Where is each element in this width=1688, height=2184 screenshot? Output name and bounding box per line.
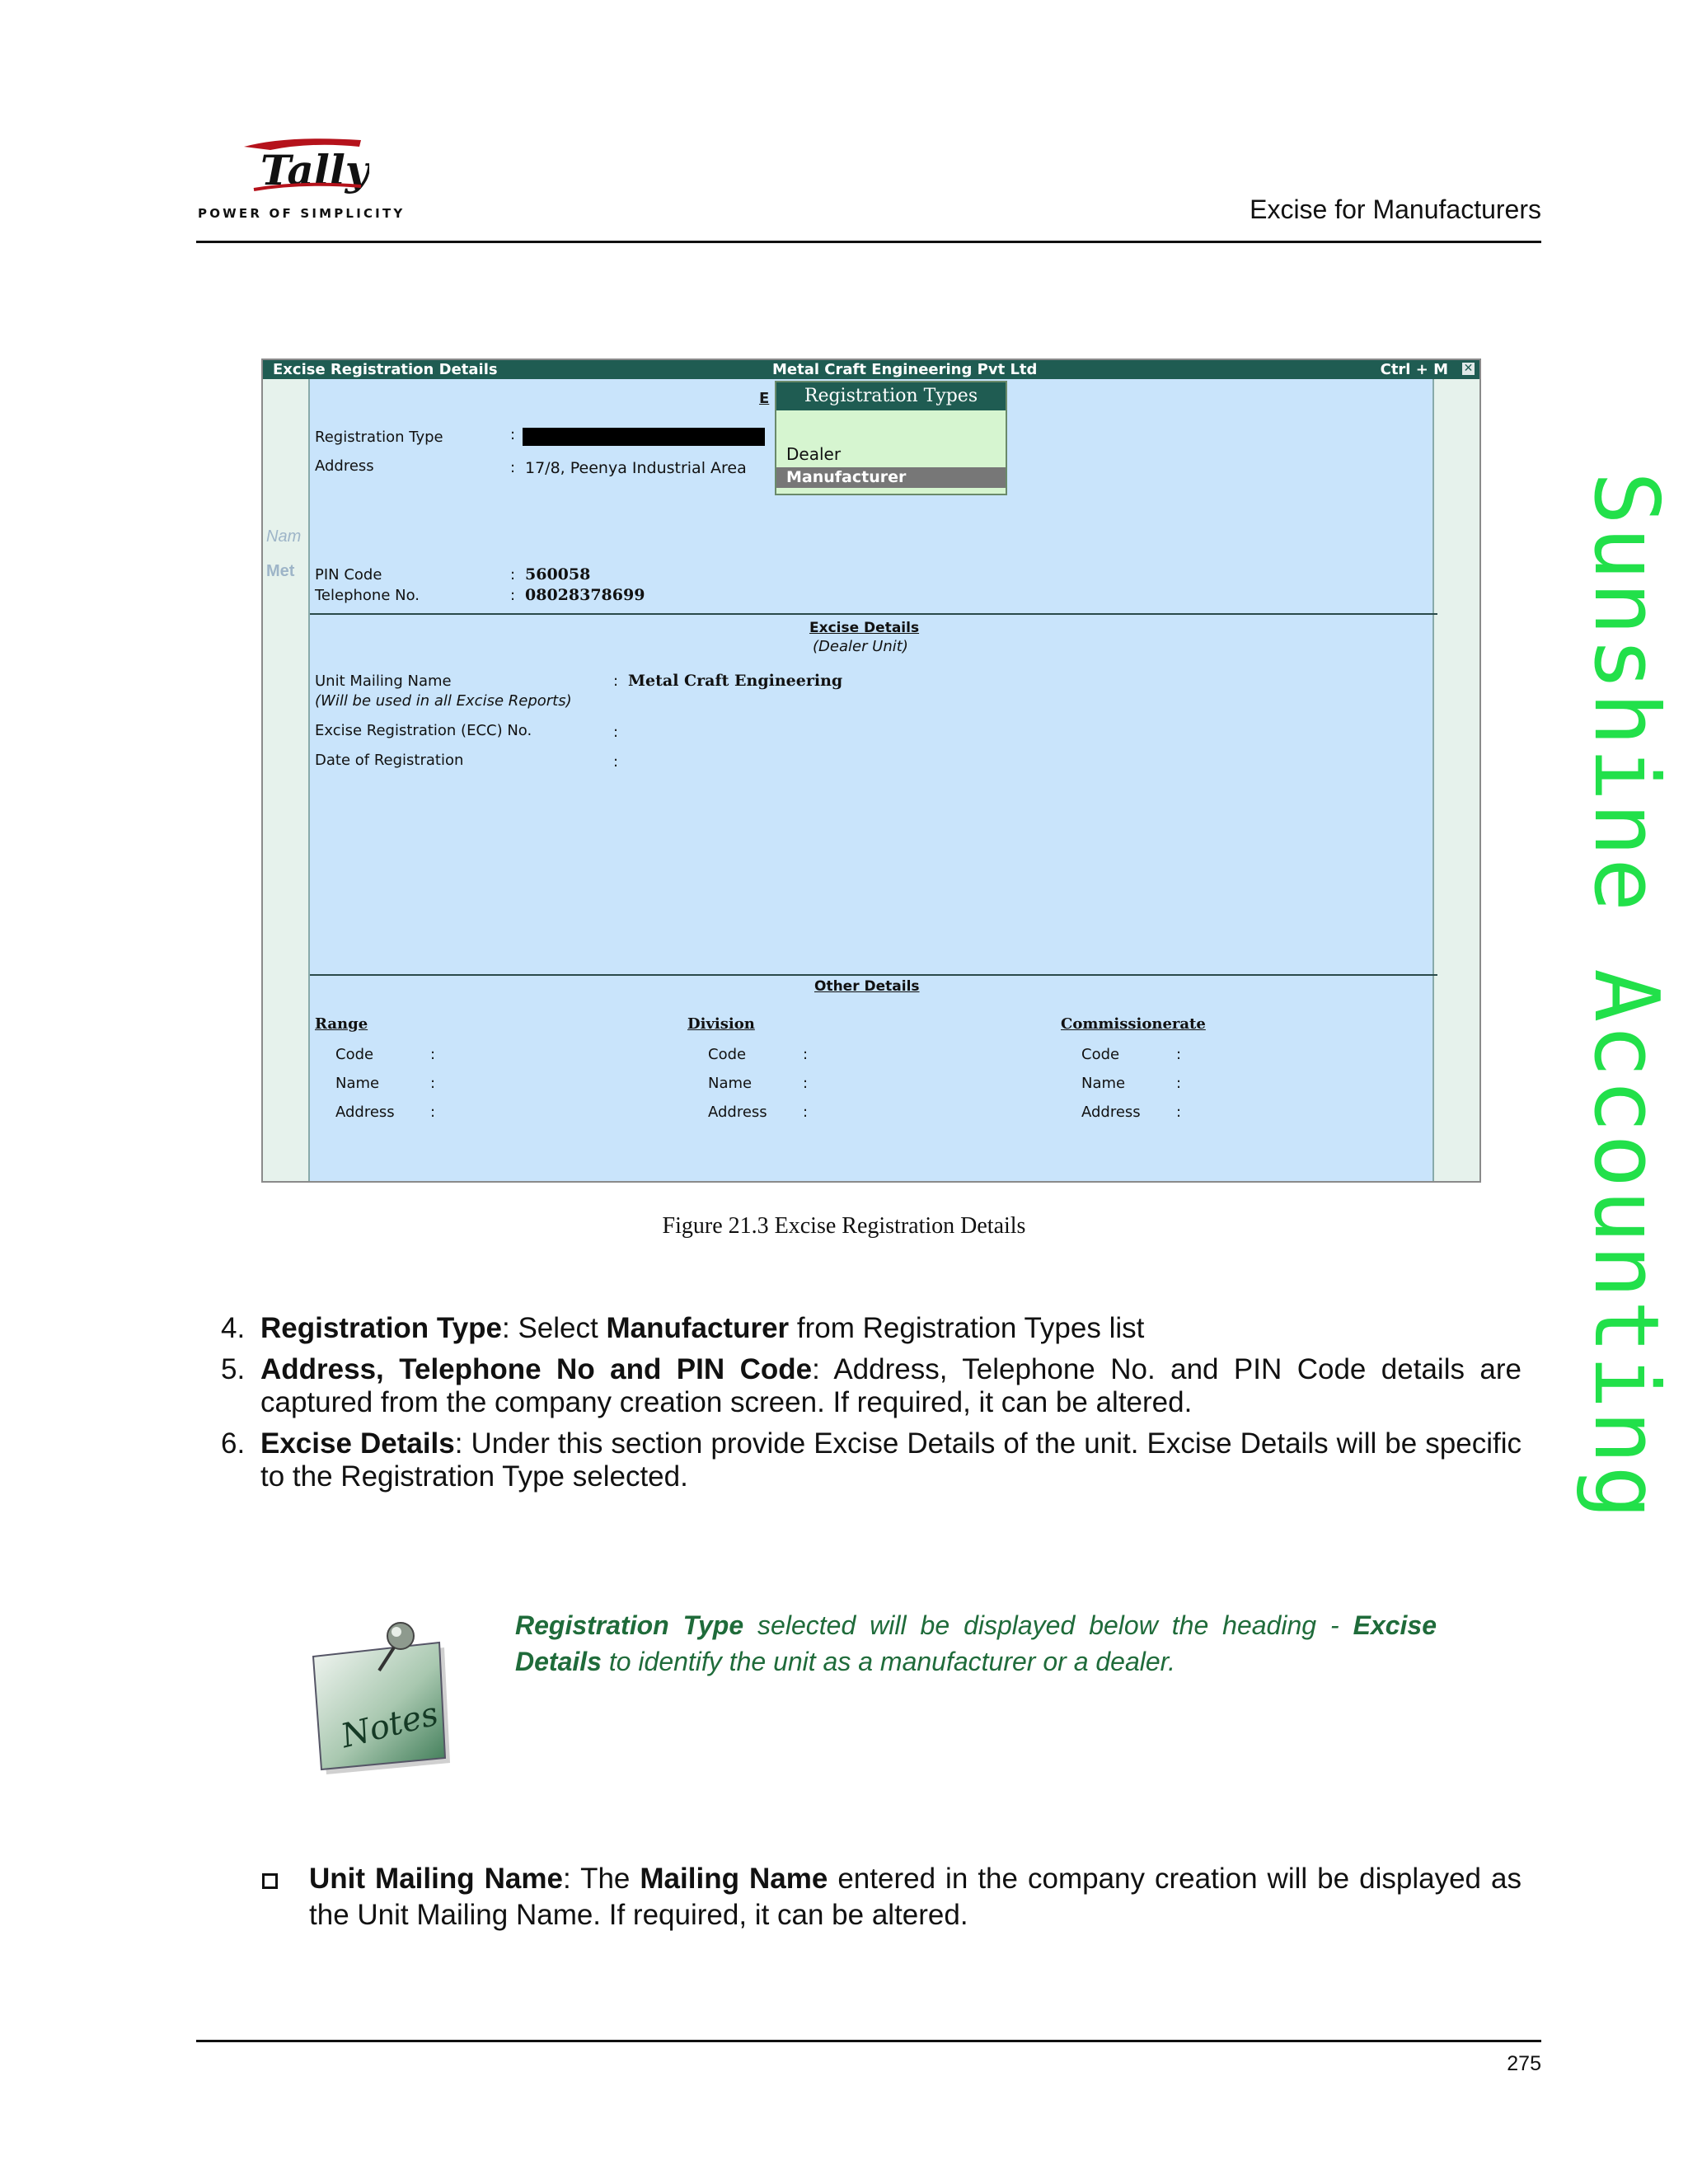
step-term: Manufacturer (606, 1312, 790, 1344)
registration-type-label: Registration Type (315, 429, 443, 446)
list-number: 4. (221, 1312, 246, 1344)
excise-details-subheading: (Dealer Unit) (813, 638, 908, 655)
bullet-span: : The (562, 1863, 640, 1895)
division-address-label: Address (708, 1104, 767, 1121)
note-span: selected will be displayed below the heading - (743, 1610, 1353, 1640)
list-number: 6. (221, 1427, 246, 1460)
tally-logo (196, 132, 406, 224)
excise-registration-screen (261, 359, 1481, 1183)
commissionerate-heading: Commissionerate (1061, 1015, 1206, 1033)
right-side-panel (1432, 379, 1479, 1181)
list-item (221, 1353, 1522, 1419)
note-text (515, 1607, 1437, 1680)
registration-types-popup (775, 381, 1007, 495)
step-text: : Under this section provide Excise Details of the unit. Excise Details will be specific to the Registration Type selected. (260, 1427, 1522, 1493)
step-text: : Select (502, 1312, 607, 1344)
divider (310, 613, 1437, 615)
figure-caption: Figure 21.3 Excise Registration Details (662, 1213, 1026, 1239)
popup-item-manufacturer[interactable]: Manufacturer (776, 467, 1006, 488)
ecc-number-label: Excise Registration (ECC) No. (315, 722, 532, 739)
watermark-text: Sunshine Accounting (1574, 471, 1677, 1521)
step-text: from Registration Types list (789, 1312, 1145, 1344)
pin-code-field[interactable]: 560058 (525, 565, 591, 583)
excise-details-heading: Excise Details (809, 620, 920, 636)
registration-type-field[interactable] (523, 428, 765, 446)
bullet-term: Unit Mailing Name (309, 1863, 563, 1895)
unit-mailing-name-field[interactable]: Metal Craft Engineering (628, 672, 843, 690)
commissionerate-code-field[interactable]: : (1176, 1046, 1182, 1063)
unit-mailing-name-label: Unit Mailing Name (315, 673, 452, 690)
other-details-heading: Other Details (814, 978, 920, 995)
step-term: Registration Type (260, 1312, 503, 1344)
note-span: to identify the unit as a manufacturer or a dealer. (601, 1647, 1176, 1676)
division-name-field[interactable]: : (803, 1075, 809, 1092)
svg-text:Notes: Notes (337, 1694, 443, 1756)
note-term: Registration Type (515, 1610, 744, 1640)
step-term: Excise Details (260, 1427, 455, 1460)
list-item (221, 1312, 1522, 1345)
pin-code-label: PIN Code (315, 566, 382, 583)
popup-item-dealer[interactable]: Dealer (786, 444, 842, 464)
division-name-label: Name (708, 1075, 753, 1092)
colon: : (510, 459, 516, 476)
popup-title: Registration Types (776, 382, 1006, 410)
colon: : (510, 587, 516, 604)
company-name: Metal Craft Engineering Pvt Ltd (772, 361, 1038, 378)
commissionerate-name-field[interactable]: : (1176, 1075, 1182, 1092)
range-heading: Range (315, 1015, 368, 1033)
commissionerate-address-label: Address (1081, 1104, 1141, 1121)
colon: : (613, 673, 619, 690)
watermark (1574, 471, 1677, 1724)
steps-list (221, 1312, 1522, 1502)
list-item (221, 1427, 1522, 1493)
ghost-label-2: Met (266, 562, 295, 580)
screen-heading-fragment: E (759, 390, 770, 407)
notes-icon (303, 1611, 476, 1780)
range-address-field[interactable]: : (430, 1104, 436, 1121)
screen-title: Excise Registration Details (273, 361, 498, 378)
commissionerate-code-label: Code (1081, 1046, 1120, 1063)
list-number: 5. (221, 1353, 246, 1385)
footer-rule (196, 2040, 1541, 2042)
date-of-registration-field[interactable]: : (613, 753, 619, 771)
range-code-label: Code (335, 1046, 374, 1063)
screen-title-bar (263, 360, 1479, 379)
page-number: 275 (1507, 2052, 1541, 2075)
division-code-field[interactable]: : (803, 1046, 809, 1063)
bullet-square-icon (262, 1873, 278, 1889)
range-name-label: Name (335, 1075, 380, 1092)
commissionerate-address-field[interactable]: : (1176, 1104, 1182, 1121)
range-address-label: Address (335, 1104, 395, 1121)
division-heading: Division (687, 1015, 755, 1033)
colon: : (510, 426, 516, 443)
tally-logo-mark (237, 132, 369, 198)
telephone-label: Telephone No. (315, 587, 420, 604)
bullet-text (309, 1861, 1522, 1933)
address-label: Address (315, 457, 374, 475)
division-address-field[interactable]: : (803, 1104, 809, 1121)
ecc-number-field[interactable]: : (613, 724, 619, 741)
telephone-field[interactable]: 08028378699 (525, 586, 645, 604)
header-rule (196, 241, 1541, 243)
ghost-label: Nam (266, 527, 302, 546)
bullet-item (262, 1861, 1522, 1933)
bullet-term: Mailing Name (640, 1863, 828, 1895)
logo-tagline: POWER OF SIMPLICITY (198, 206, 406, 221)
svg-text:Tally: Tally (260, 146, 369, 194)
colon: : (510, 566, 516, 583)
range-code-field[interactable]: : (430, 1046, 436, 1063)
divider (310, 974, 1437, 976)
note-term: Excise Details (515, 1610, 1437, 1676)
step-term: Address, Telephone No and PIN Code (260, 1353, 813, 1385)
shortcut-label: Ctrl + M (1380, 361, 1448, 378)
unit-mailing-name-note: (Will be used in all Excise Reports) (315, 692, 572, 710)
running-head: Excise for Manufacturers (1250, 194, 1541, 224)
division-code-label: Code (708, 1046, 747, 1063)
date-of-registration-label: Date of Registration (315, 752, 464, 769)
range-name-field[interactable]: : (430, 1075, 436, 1092)
step-text: : Address, Telephone No. and PIN Code details are captured from the company creation screen. If required, it can be altered. (260, 1353, 1522, 1418)
address-field[interactable]: 17/8, Peenya Industrial Area (525, 459, 747, 477)
close-icon[interactable]: ✕ (1463, 362, 1474, 375)
bullet-span: entered in the company creation will be displayed as the Unit Mailing Name. If required, it can be altered. (309, 1863, 1522, 1931)
left-side-panel (263, 379, 310, 1181)
commissionerate-name-label: Name (1081, 1075, 1126, 1092)
